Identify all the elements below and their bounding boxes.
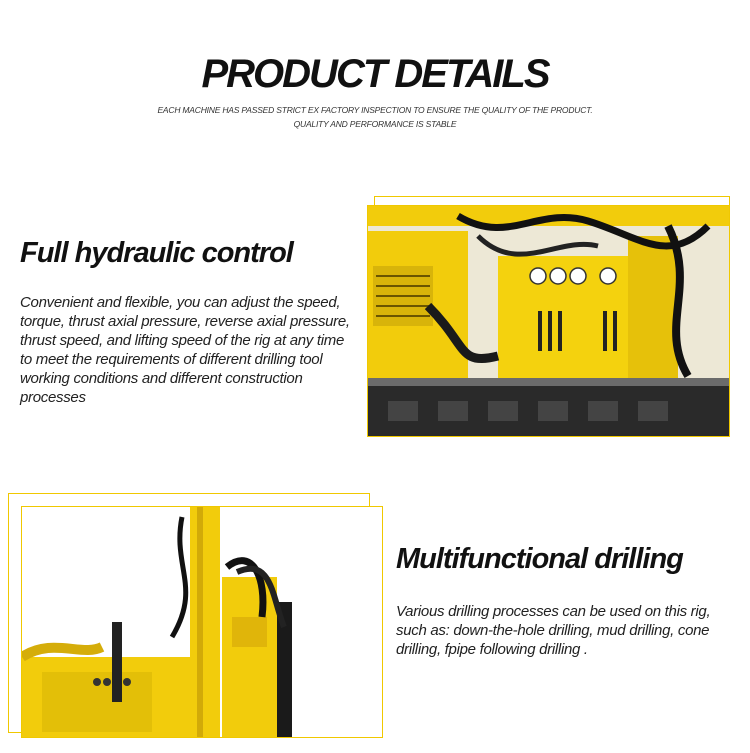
body-line: Various drilling processes can be used on this rig, — [396, 603, 711, 620]
section-drilling-body — [396, 602, 741, 659]
subtitle-line-1: EACH MACHINE HAS PASSED STRICT EX FACTORY INSPECTION TO ENSURE THE QUALITY OF THE PRODUCT. — [157, 105, 593, 115]
section-drilling-title: Multifunctional drilling — [396, 543, 683, 575]
subtitle-line-2: QUALITY AND PERFORMANCE IS STABLE — [293, 119, 457, 129]
body-line: drilling, fpipe following drilling . — [396, 641, 588, 658]
hydraulic-control-photo — [367, 205, 730, 437]
multifunctional-drilling-photo — [21, 506, 383, 738]
section-hydraulic-body — [20, 293, 365, 407]
body-line: such as: down-the-hole drilling, mud drilling, cone — [396, 622, 710, 639]
body-line: Convenient and flexible, you can adjust the speed, — [20, 294, 341, 311]
page-subtitle — [0, 103, 750, 131]
body-line: thrust speed, and lifting speed of the rig at any time — [20, 332, 345, 349]
section-hydraulic-title: Full hydraulic control — [20, 237, 293, 269]
body-line: working conditions and different construction — [20, 370, 303, 387]
body-line: torque, thrust axial pressure, reverse axial pressure, — [20, 313, 350, 330]
body-line: to meet the requirements of different drilling tool — [20, 351, 323, 368]
body-line: processes — [20, 389, 86, 406]
page-title: PRODUCT DETAILS — [201, 52, 549, 96]
